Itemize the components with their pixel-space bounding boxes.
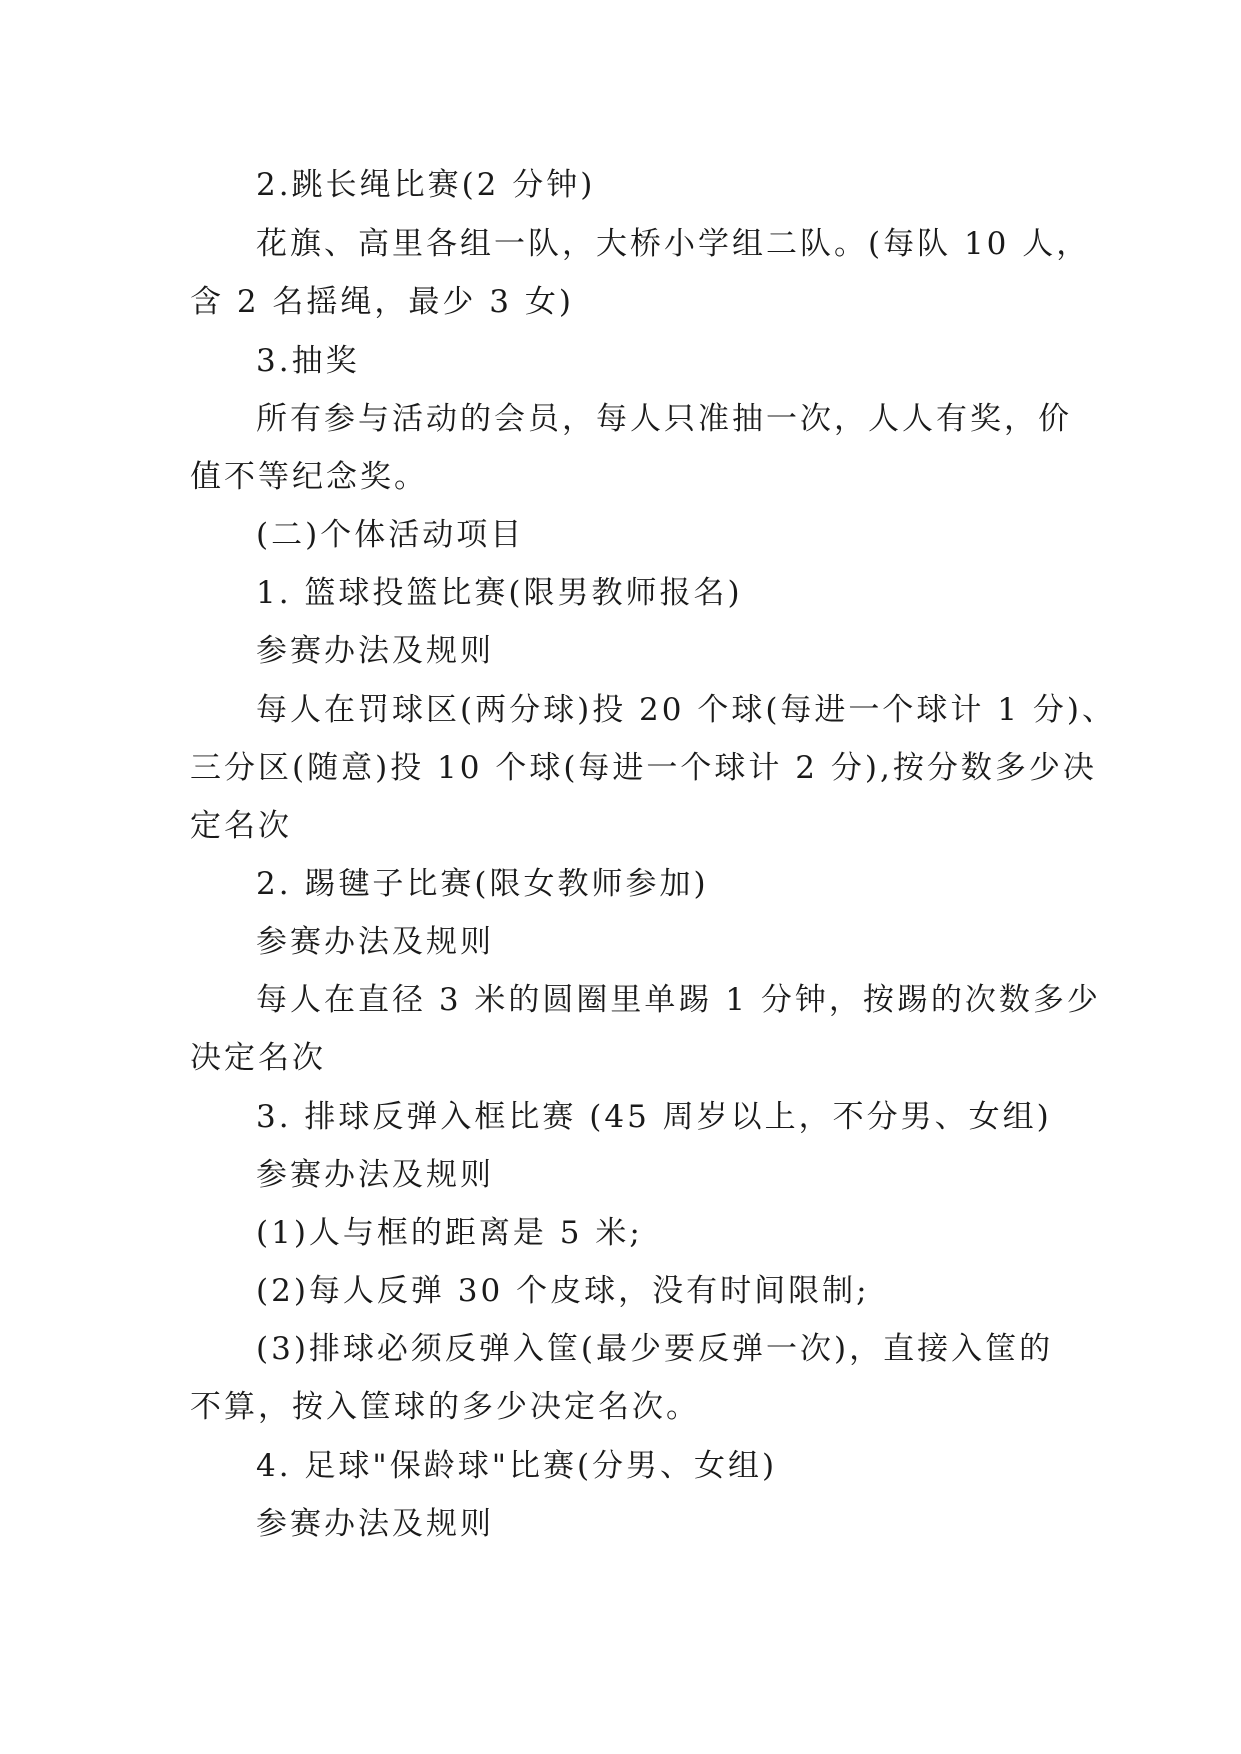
text-line: 1. 篮球投篮比赛(限男教师报名) [256,575,743,611]
text-line: 参赛办法及规则 [256,633,494,669]
text-line: 3.抽奖 [256,343,360,379]
text-line: 2.跳长绳比赛(2 分钟) [256,167,596,203]
text-line: (1)人与框的距离是 5 米; [256,1215,643,1251]
text-line: 含 2 名摇绳，最少 3 女) [190,284,574,320]
text-line: 参赛办法及规则 [256,1506,494,1542]
text-line: 每人在罚球区(两分球)投 20 个球(每进一个球计 1 分)、 [256,692,1116,728]
text-line: 所有参与活动的会员，每人只准抽一次，人人有奖，价 [256,401,1072,437]
text-line: 决定名次 [190,1040,326,1076]
text-line: (3)排球必须反弹入筐(最少要反弹一次)，直接入筐的 [256,1331,1054,1367]
text-line: 4. 足球"保龄球"比赛(分男、女组) [256,1448,778,1484]
text-line: 值不等纪念奖。 [190,459,428,495]
text-line: (二)个体活动项目 [256,517,525,553]
text-line: 花旗、高里各组一队，大桥小学组二队。(每队 10 人， [256,226,1091,262]
text-line: 三分区(随意)投 10 个球(每进一个球计 2 分),按分数多少决 [190,750,1097,786]
text-line: 参赛办法及规则 [256,924,494,960]
text-line: 定名次 [190,808,292,844]
text-line: 不算，按入筐球的多少决定名次。 [190,1389,700,1425]
text-line: 3. 排球反弹入框比赛 (45 周岁以上，不分男、女组) [256,1099,1052,1135]
text-line: 每人在直径 3 米的圆圈里单踢 1 分钟，按踢的次数多少 [256,982,1101,1018]
text-line: (2)每人反弹 30 个皮球，没有时间限制; [256,1273,870,1309]
text-line: 2. 踢毽子比赛(限女教师参加) [256,866,709,902]
text-line: 参赛办法及规则 [256,1157,494,1193]
